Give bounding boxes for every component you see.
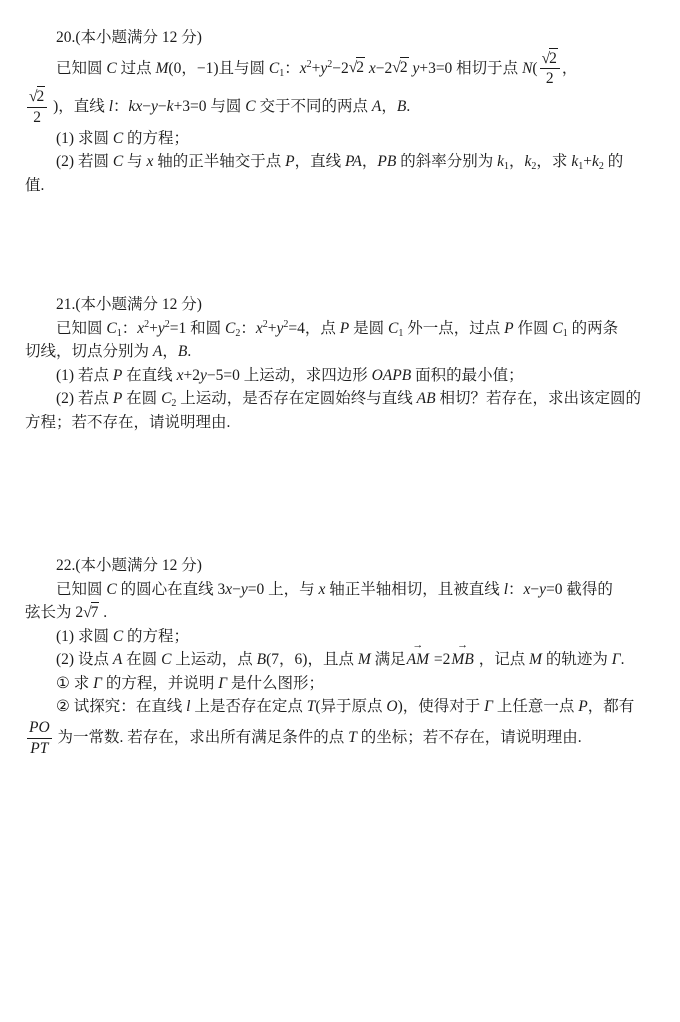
problem-21 bbox=[25, 293, 655, 434]
problem-22-line-7: ② 试探究：在直线 l 上是否存在定点 T(异于原点 O)，使得对于 Γ 上任意一点 P，都有 bbox=[56, 698, 635, 716]
problem-22-line-1: 22.(本小题满分 12 分) bbox=[56, 557, 202, 575]
problem-20-line-6: 值. bbox=[25, 176, 45, 194]
problem-21-line-4: (1) 若点 P 在直线 x+2y−5=0 上运动，求四边形 OAPB 面积的最小值； bbox=[56, 366, 524, 384]
problem-22-line-2: 已知圆 C 的圆心在直线 3x−y=0 上，与 x 轴正半轴相切，且被直线 l：x−y=0 截得的 bbox=[56, 580, 613, 598]
sqrt-radical: √2 bbox=[348, 59, 365, 77]
math-fraction: $\frac{√2}{2}$ bbox=[540, 50, 560, 89]
problem-20-line-4: (1) 求圆 C 的方程； bbox=[56, 129, 190, 147]
vector-overarrow: → AM bbox=[406, 639, 430, 669]
problem-20-line-2: 已知圆 C 过点 M(0，−1)且与圆 $C_1$：$x^2+y^2-2√2$ x−2√2 y+3=0 相切于点 N( $\frac{√2}{2}$ ， bbox=[56, 49, 578, 88]
problem-22-line-3: 弦长为 2√7 . bbox=[25, 604, 108, 622]
problem-20-line-5: (2) 若圆 C 与 x 轴的正半轴交于点 P，直线 PA，PB 的斜率分别为 $k_1$，$k_2$，求 $k_1+k_2$ 的 bbox=[56, 153, 624, 173]
problem-22-line-6: ① 求 Γ 的方程，并说明 Γ 是什么图形； bbox=[56, 674, 324, 692]
sqrt-radical: √7 bbox=[83, 604, 99, 622]
math-fraction: $\frac{PO}{PT}$ bbox=[29, 718, 50, 757]
sqrt-radical: √2 bbox=[392, 59, 408, 77]
sqrt-radical: √2 bbox=[541, 49, 557, 67]
problem-20 bbox=[25, 26, 655, 197]
vector-overarrow: → MB bbox=[451, 639, 474, 669]
problem-20-line-3: $\frac{√2}{2}$ )，直线 l：kx−y−k+3=0 与圆 C 交于不同的两点 A，B. bbox=[29, 88, 411, 126]
problem-22-line-8: $\frac{PO}{PT}$ 为一常数. 若存在，求出所有满足条件的点 T 的坐标；若不存在，请说明理由. bbox=[29, 718, 582, 757]
problem-20-line-1: 20.(本小题满分 12 分) bbox=[56, 29, 202, 46]
problem-22 bbox=[25, 554, 655, 757]
math-fraction: $\frac{√2}{2}$ bbox=[27, 88, 47, 127]
problem-21-line-2: 已知圆 $C_1$：$x^2+y^2=1$ 和圆 $C_2$：$x^2+y^2=4$，点 P 是圆 $C_1$ 外一点，过点 P 作圆 $C_1$ 的两条 bbox=[56, 318, 619, 339]
problem-21-line-3: 切线，切点分别为 A，B. bbox=[25, 343, 192, 361]
problem-22-line-5: (2) 设点 A 在圆 C 上运动，点 B(7，6)，且点 M 满足 → AM =2 → MB ，记点 M 的轨迹为 Γ. bbox=[25, 648, 655, 672]
problem-21-line-6: 方程；若不存在，请说明理由. bbox=[25, 413, 231, 431]
problem-22-line-4: (1) 求圆 C 的方程； bbox=[56, 627, 190, 645]
problem-21-line-1: 21.(本小题满分 12 分) bbox=[56, 296, 202, 314]
sqrt-radical: √2 bbox=[29, 88, 45, 106]
problem-21-line-5: (2) 若点 P 在圆 $C_2$ 上运动，是否存在定圆始终与直线 AB 相切？若存在，求出该定圆的 bbox=[56, 390, 641, 410]
